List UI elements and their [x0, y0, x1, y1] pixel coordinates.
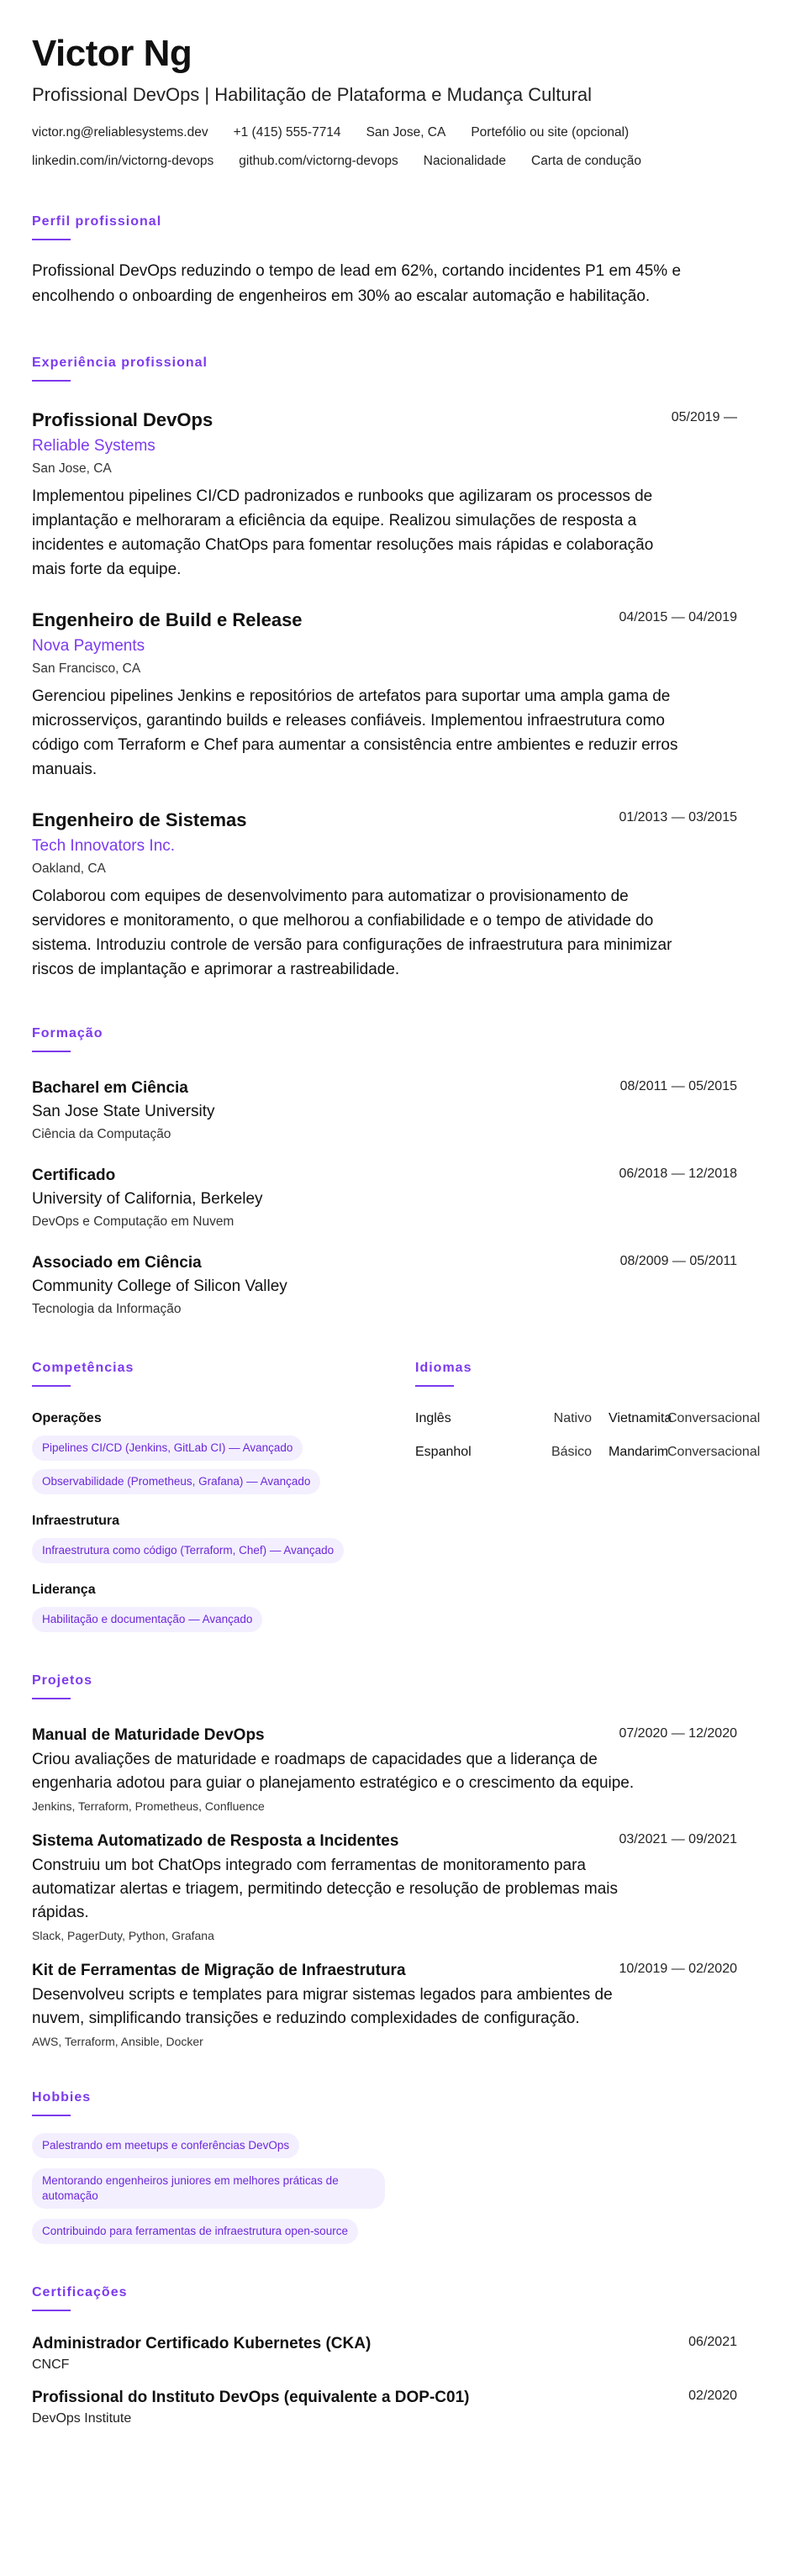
certification-name: Profissional do Instituto DevOps (equivalente a DOP-C01) [32, 2389, 470, 2406]
language-name: Espanhol [415, 1445, 472, 1459]
section-divider [32, 1385, 71, 1387]
language-row [415, 1410, 769, 1444]
contact-linkedin[interactable]: linkedin.com/in/victorng-devops [32, 154, 214, 168]
project-description: Desenvolveu scripts e templates para migrar sistemas legados para ambientes de nuvem, simplificando transições e reduzindo complexidades de configuração. [32, 1986, 613, 2027]
section-title: Experiência profissional [32, 356, 208, 370]
certification-entry [32, 2387, 769, 2427]
education-field: Tecnologia da Informação [32, 1302, 182, 1316]
education-school: Community College of Silicon Valley [32, 1277, 287, 1295]
hobbies-section [32, 2089, 769, 2244]
education-entry [32, 1077, 769, 1143]
skill-tag: Pipelines CI/CD (Jenkins, GitLab CI) — Avançado [32, 1436, 303, 1461]
job-description: Colaborou com equipes de desenvolvimento para automatizar o provisionamento de servidores e monitoramento, o que melhorou a confiabilidade e o tempo de atividade do sistema. Introduziu controle de versão para configurações de infraestrutura para minimizar riscos de implantação e aprimorar a rastreabilidade. [32, 888, 672, 978]
education-dates: 08/2009 — 05/2011 [619, 1254, 737, 1268]
section-divider [415, 1385, 454, 1387]
skill-tag: Infraestrutura como código (Terraform, Chef) — Avançado [32, 1538, 344, 1563]
skill-group [32, 1582, 415, 1632]
language-name: Vietnamita [609, 1411, 672, 1425]
hobby-tag: Mentorando engenheiros juniores em melhores práticas de automação [32, 2168, 385, 2209]
project-name: Manual de Maturidade DevOps [32, 1726, 265, 1744]
job-description: Gerenciou pipelines Jenkins e repositórios de artefatos para suportar uma ampla gama de microsserviços, garantindo builds e releases confiáveis. Implementou infraestrutura como código com Terraform e Chef para aumentar a consistência entre ambientes e reduzir erros manuais. [32, 687, 678, 778]
section-title: Competências [32, 1361, 134, 1375]
section-title: Idiomas [415, 1361, 472, 1375]
job-role: Engenheiro de Build e Release [32, 609, 303, 630]
skill-category: Liderança [32, 1583, 96, 1597]
section-divider [32, 1051, 71, 1052]
project-description: Criou avaliações de maturidade e roadmaps de capacidades que a liderança de engenharia adotou para guiar o planejamento estratégico e o crescimento da equipe. [32, 1751, 635, 1792]
job-entry [32, 608, 769, 782]
certification-date: 02/2020 [688, 2389, 737, 2403]
education-field: Ciência da Computação [32, 1127, 171, 1141]
job-location: San Jose, CA [32, 461, 112, 476]
education-section [32, 1025, 769, 1318]
project-entry [32, 1960, 769, 2049]
language-level: Básico [551, 1445, 592, 1459]
project-entry [32, 1831, 769, 1943]
contact-portfolio[interactable]: Portefólio ou site (opcional) [471, 125, 630, 140]
education-degree: Certificado [32, 1167, 116, 1184]
project-tech: AWS, Terraform, Ansible, Docker [32, 2035, 203, 2048]
skills-languages-row [32, 1360, 769, 1632]
skill-list [32, 1436, 415, 1494]
skill-list [32, 1607, 415, 1632]
section-divider [32, 2310, 71, 2311]
section-divider [32, 2115, 71, 2116]
job-role: Engenheiro de Sistemas [32, 809, 247, 830]
section-title: Hobbies [32, 2090, 92, 2105]
summary-section [32, 213, 769, 309]
skill-tag: Habilitação e documentação — Avançado [32, 1607, 262, 1632]
project-tech: Slack, PagerDuty, Python, Grafana [32, 1929, 214, 1942]
hobby-list [32, 2133, 769, 2244]
education-school: University of California, Berkeley [32, 1190, 263, 1208]
certification-entry [32, 2333, 769, 2373]
education-school: San Jose State University [32, 1103, 215, 1120]
skill-category: Infraestrutura [32, 1514, 120, 1528]
job-company: Reliable Systems [32, 437, 155, 455]
language-table [415, 1410, 769, 1478]
contact-github[interactable]: github.com/victorng-devops [239, 154, 398, 168]
education-dates: 08/2011 — 05/2015 [619, 1079, 737, 1093]
contact-location: San Jose, CA [366, 125, 446, 140]
summary-text: Profissional DevOps reduzindo o tempo de lead em 62%, cortando incidentes P1 em 45% e encolhendo o onboarding de engenheiros em 30% ao escalar automação e habilitação. [32, 262, 682, 305]
job-location: Oakland, CA [32, 861, 106, 876]
project-entry [32, 1725, 769, 1814]
candidate-name: Victor Ng [32, 33, 192, 74]
certification-issuer: CNCF [32, 2357, 70, 2372]
language-name: Inglês [415, 1411, 451, 1425]
language-name: Mandarim [609, 1445, 669, 1459]
experience-section [32, 355, 769, 982]
job-company: Nova Payments [32, 637, 145, 655]
language-level: Conversacional [667, 1445, 761, 1459]
skills-section [32, 1360, 415, 1632]
section-title: Perfil profissional [32, 214, 162, 229]
job-company: Tech Innovators Inc. [32, 837, 176, 855]
languages-section [415, 1360, 769, 1632]
skill-group [32, 1410, 415, 1494]
certification-date: 06/2021 [688, 2335, 737, 2349]
education-field: DevOps e Computação em Nuvem [32, 1214, 235, 1229]
contact-nationality: Nacionalidade [423, 154, 507, 168]
skill-category: Operações [32, 1411, 102, 1425]
job-dates: 05/2019 — [671, 410, 737, 424]
section-divider [32, 380, 71, 382]
contact-list [32, 124, 769, 170]
resume-header [32, 30, 769, 170]
education-dates: 06/2018 — 12/2018 [619, 1167, 737, 1181]
project-tech: Jenkins, Terraform, Prometheus, Confluence [32, 1799, 265, 1813]
job-dates: 01/2013 — 03/2015 [619, 810, 737, 824]
certification-name: Administrador Certificado Kubernetes (CKA) [32, 2335, 372, 2352]
language-level: Conversacional [667, 1411, 761, 1425]
job-dates: 04/2015 — 04/2019 [619, 610, 737, 624]
education-degree: Associado em Ciência [32, 1254, 202, 1272]
education-entry [32, 1252, 769, 1318]
projects-section [32, 1673, 769, 2049]
job-entry [32, 809, 769, 982]
section-divider [32, 1698, 71, 1699]
education-entry [32, 1165, 769, 1230]
job-entry [32, 408, 769, 582]
skill-tag: Observabilidade (Prometheus, Grafana) — Avançado [32, 1469, 320, 1494]
skill-list [32, 1538, 415, 1563]
contact-email[interactable]: victor.ng@reliablesystems.dev [32, 125, 208, 140]
project-dates: 10/2019 — 02/2020 [619, 1962, 737, 1976]
project-name: Sistema Automatizado de Resposta a Incidentes [32, 1832, 399, 1850]
job-role: Profissional DevOps [32, 409, 213, 430]
candidate-headline: Profissional DevOps | Habilitação de Plataforma e Mudança Cultural [32, 84, 593, 105]
section-title: Certificações [32, 2285, 128, 2299]
project-name: Kit de Ferramentas de Migração de Infraestrutura [32, 1962, 406, 1979]
hobby-tag: Contribuindo para ferramentas de infraestrutura open-source [32, 2219, 358, 2244]
language-row [415, 1444, 769, 1478]
project-dates: 03/2021 — 09/2021 [619, 1832, 737, 1846]
certification-issuer: DevOps Institute [32, 2411, 132, 2426]
skill-group [32, 1513, 415, 1563]
project-description: Construiu um bot ChatOps integrado com ferramentas de monitoramento para automatizar alertas e triagem, permitindo detecção e resolução de problemas mais rápidas. [32, 1857, 619, 1921]
education-degree: Bacharel em Ciência [32, 1079, 188, 1097]
section-title: Projetos [32, 1673, 93, 1688]
section-title: Formação [32, 1026, 103, 1040]
certifications-section [32, 2284, 769, 2427]
job-description: Implementou pipelines CI/CD padronizados e runbooks que agilizaram os processos de implantação e melhoraram a eficiência da equipe. Realizou simulações de resposta a incidentes e automação ChatOps para fomentar resoluções mais rápidas e colaboração mais forte da equipe. [32, 487, 654, 578]
hobby-tag: Palestrando em meetups e conferências DevOps [32, 2133, 299, 2158]
language-level: Nativo [553, 1411, 592, 1425]
job-location: San Francisco, CA [32, 661, 141, 676]
contact-phone[interactable]: +1 (415) 555-7714 [233, 125, 341, 140]
contact-driving-license: Carta de condução [531, 154, 642, 168]
section-divider [32, 239, 71, 240]
project-dates: 07/2020 — 12/2020 [619, 1726, 737, 1741]
